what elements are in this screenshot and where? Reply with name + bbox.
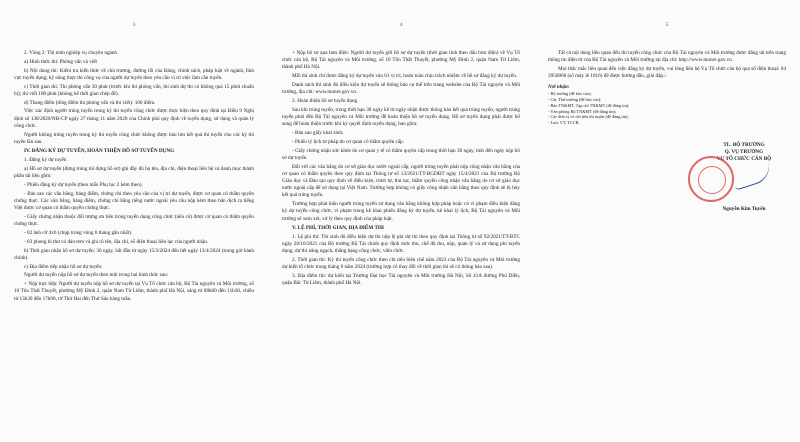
paragraph: 2. Hoàn thiện hồ sơ tuyển dụng [292,98,358,104]
paragraph: Tất cả nội dung liên quan đến thi tuyển công chức của Bộ Tài nguyên và Môi trường được đăng tải trên trang thông tin điện tử của Bộ Tài nguyên và Môi trường tại địa chỉ: http://www.monre.gov.vn. [548,50,786,64]
handwritten-signature-icon [730,160,774,190]
paragraph: 1. Đăng ký dự tuyển [24,157,67,164]
paragraph: 3. Địa điểm thi: dự kiến tại Trường Đại học Tài nguyên và Môi trường Hà Nội, Số 41A đường Phú Diễn, quận Bắc Từ Liêm, thành phố Hà Nội. [282,273,520,287]
recipient-item: - Các đơn vị có chỉ tiêu thi tuyển (để đăng tin); [548,114,629,120]
paragraph: - Giấy chứng nhận thuộc đối tượng ưu tiên trong tuyển dụng công chức (nếu có) được cơ quan có thẩm quyền chứng thực. [14,214,254,228]
page-number: 4 [399,22,403,28]
page-number: 3 [132,22,136,28]
paragraph: - 02 ảnh cỡ 4x6 (chụp trong vòng 6 tháng gần nhất). [24,230,133,236]
recipient-item: - Lưu: VT, TCCB. [548,120,580,126]
recipient-item: - Bộ trưởng (để báo cáo); [548,91,592,97]
paragraph: b) Nội dung thi: Kiểm tra kiến thức về chủ trương, đường lối của Đảng, chính sách, pháp luật về ngành, lĩnh vực tuyển dụng; kỹ năng thực thi công vụ của người dự tuyển theo yêu cầu vị trí việc làm cần tuyển. [14,67,254,81]
paragraph: 1. Lệ phí thi: Thí sinh đủ điều kiện dự thi nộp lệ phí dự thi theo quy định tại Thông tư số 92/2021/TT-BTC ngày 28/10/2021 của Bộ trưởng Bộ Tài chính quy định mức thu, chế độ thu, nộp, quản lý và sử dụng phí tuyển dụng, dự thi nâng ngạch, thăng hạng công chức, viên chức. [282,234,520,255]
page-number: 5 [665,22,669,28]
paragraph: Mọi thắc mắc liên quan đến việc đăng ký dự tuyển, vui lòng liên hệ Vụ Tổ chức cán bộ qua số điện thoại: 04 3956868 (số máy lẻ 1816) để được hướng dẫn, giải đáp./. [548,66,786,80]
section-heading: V. LỆ PHÍ, THỜI GIAN, ĐỊA ĐIỂM THI [292,224,384,231]
paragraph: a) Hồ sơ dự tuyển (đựng trong túi đựng hồ sơ) ghi đầy đủ họ tên, địa chỉ, điện thoại liên hệ và danh mục thành phần tài liệu gồm: [14,166,254,180]
paragraph: - Giấy chứng nhận sức khỏe do cơ quan y tế có thẩm quyền cấp trong thời hạn 30 ngày, tính đến ngày nộp hồ sơ dự tuyển. [282,147,520,161]
paragraph: 2. Thời gian thi: Kỳ thi tuyển công chức theo chỉ tiêu biên chế năm 2023 của Bộ Tài nguyên và Môi trường dự kiến tổ chức trong tháng 6 năm 2024 (trường hợp có thay đổi về thời gian thi sẽ có thông báo sau). [282,257,520,271]
paragraph: d) Thang điểm (tổng điểm thi phỏng vấn và thi viết): 100 điểm. [24,99,156,106]
page-content [282,50,520,288]
signature-line-2: Q. VỤ TRƯỞNG [724,148,764,155]
page-content [14,50,254,303]
paragraph: - 03 phong bì thư có dán tem và ghi rõ tên, địa chỉ, số điện thoại liên lạc của người nhận. [24,238,209,245]
signature-line-1: TL. BỘ TRƯỞNG [723,142,765,148]
paragraph: Sau khi trúng tuyển, trong thời hạn 30 ngày kể từ ngày nhận được thông báo kết quả trúng tuyển, người trúng tuyển phải đến Bộ Tài nguyên và Môi trường để hoàn thiện hồ sơ tuyển dụng. Hồ sơ tuyển dụng phải được bổ sung để hoàn thiện trước khi ký quyết định tuyển dụng, bao gồm: [282,106,520,128]
paragraph: Người dự tuyển nộp hồ sơ dự tuyển theo một trong hai hình thức sau: [24,272,169,279]
recipients-block [548,85,786,126]
paragraph: Mỗi thí sinh chỉ được đăng ký dự tuyển vào 01 vị trí, hoàn toàn chịu trách nhiệm về hồ sơ đăng ký dự tuyển. [292,73,518,80]
paragraph: - Bản sao các văn bằng, bảng điểm, chứng chỉ theo yêu cầu của vị trí dự tuyển, được cơ quan có thẩm quyền chứng thực. Các văn bằng, bảng điểm, chứng chỉ bằng tiếng nước ngoài yêu cầu nộp kèm theo bản dịch ra tiếng Việt được cơ quan có thẩm quyền chứng thực. [14,190,254,212]
recipients-title: Nơi nhận: [548,85,570,91]
signer-name: Nguyễn Kim Tuyến [722,206,766,213]
paragraph: + Nộp hồ sơ qua bưu điện: Người dự tuyển gửi hồ sơ dự tuyển (thời gian tính theo dấu bưu điện) về Vụ Tổ chức cán bộ, Bộ Tài nguyên và Môi trường, số 10 Tôn Thất Thuyết, phường Mỹ Đình 2, quận Nam Từ Liêm, thành phố Hà Nội. [282,50,520,71]
paragraph: Việc xác định người trúng tuyển trong kỳ thi tuyển công chức được thực hiện theo quy định tại Điều 9 Nghị định số 138/2020/NĐ-CP ngày 27 tháng 11 năm 2020 của Chính phủ quy định về tuyển dụng, sử dụng và quản lý công chức. [14,108,254,129]
section-heading: IV. ĐĂNG KÝ DỰ TUYỂN, HOÀN THIỆN HỒ SƠ TUYỂN DỤNG [24,148,175,154]
recipient-item: - Các Thứ trưởng (để báo cáo); [548,97,602,102]
paragraph: 2. Vòng 2: Thi môn nghiệp vụ chuyên ngành [24,50,118,56]
paragraph: b) Thời gian nhận hồ sơ dự tuyển: 30 ngày, bắt đầu từ ngày 15/3/2024 đến hết ngày 13/4/2024 (trong giờ hành chính). [14,247,254,261]
paragraph: - Phiếu đăng ký dự tuyển (theo mẫu Phụ lục 2 kèm theo). [24,182,143,188]
recipient-item: - Văn phòng Bộ TN&MT (để đăng tin); [548,108,617,114]
paragraph: Người không trúng tuyển trong kỳ thi tuyển công chức không được bảo lưu kết quả thi tuyển cho các kỳ thi tuyển lần sau. [14,131,254,145]
paragraph: - Bản sao giấy khai sinh; [292,130,344,136]
recipient-item: - Báo TN&MT, Tạp chí TN&MT (để đăng tin); [548,102,630,108]
paragraph: Danh sách thí sinh đủ điều kiện dự tuyển sẽ thông báo cụ thể trên trang website của Bộ Tài nguyên và Môi trường, địa chỉ: www.monre.gov.vn. [282,82,520,96]
document-page-3 [0,0,268,442]
paragraph: + Nộp trực tiếp: Người dự tuyển nộp hồ sơ dự tuyển tại Vụ Tổ chức cán bộ, Bộ Tài nguyên và Môi trường, số 10 Tôn Thất Thuyết, phường Mỹ Đình 2, quận Nam Từ Liêm, thành phố Hà Nội, sáng từ 08h00 đến 11h30, chiều từ 13h30 đến 17h00, từ Thứ Hai đến Thứ Sáu hàng tuần. [14,281,254,302]
signature-block [694,142,794,213]
paragraph: Trường hợp phát hiện người trúng tuyển sử dụng văn bằng không hợp pháp hoặc có vi phạm điều kiện đăng ký dự tuyển công chức, vi phạm trong kê khai phiếu đăng ký dự tuyển, kê khai lý lịch, Bộ Tài nguyên và Môi trường sẽ xem xét, xử lý theo quy định của pháp luật. [282,201,520,222]
document-page-4 [268,0,534,442]
paragraph: a) Hình thức thi: Phỏng vấn và viết [24,58,97,65]
recipients-list [548,91,786,126]
signature-line-3: VỤ TỔ CHỨC CÁN BỘ [716,155,772,162]
paragraph: - Phiếu lý lịch tư pháp do cơ quan có thẩm quyền cấp. [292,138,405,145]
paragraph: Đối với các văn bằng do cơ sở giáo dục nước ngoài cấp, người trúng tuyển phải nộp công nhận văn bằng của cơ quan có thẩm quyền theo quy định tại Thông tư số 13/2021/TT-BGDĐT ngày 15/4/2021 của Bộ trưởng Bộ Giáo dục và Đào tạo quy định về điều kiện, trình tự, thủ tục, thẩm quyền công nhận văn bằng do cơ sở giáo dục nước ngoài cấp để sử dụng tại Việt Nam. Trường hợp không có giấy công nhận văn bằng theo quy định sẽ bị hủy kết quả trúng tuyển. [282,163,520,199]
paragraph: c) Thời gian thi: Thi phỏng vấn 30 phút (trước khi thi phỏng vấn, thí sinh dự thi có không quá 15 phút chuẩn bị); thi viết 180 phút (không kể thời gian chép đề). [14,83,254,97]
document-page-5 [534,0,800,442]
paragraph: c) Địa điểm tiếp nhận hồ sơ dự tuyển: [24,263,103,270]
page-content [548,50,786,80]
official-stamp-icon [688,156,734,202]
